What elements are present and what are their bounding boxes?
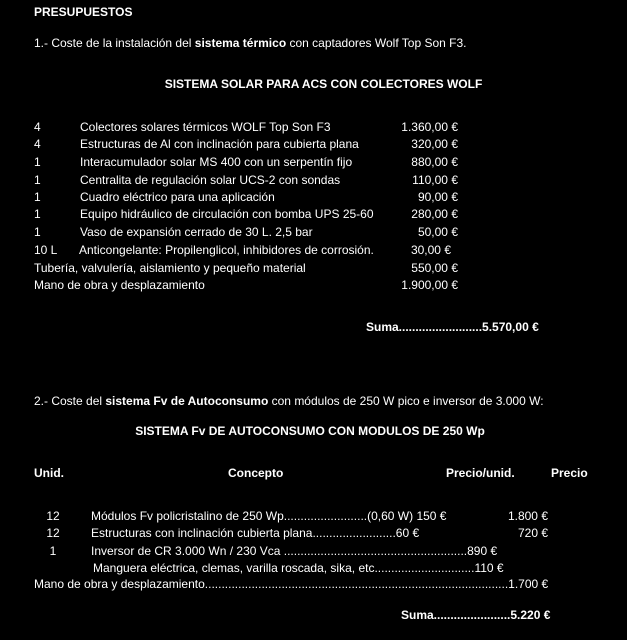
row-qty: 12 [46,526,60,540]
row-desc: Estructuras con inclinación cubierta plana.........................60 € [91,526,420,540]
row-qty: 1 [49,544,57,558]
labor-row: Mano de obra y desplazamiento...........................................................................................1.700 € [34,577,549,591]
item-qty: 10 L [34,243,58,257]
row-desc: Módulos Fv policristalino de 250 Wp.........................(0,60 W) 150 € [91,509,447,523]
item-price: 1.360,00 € [401,120,458,134]
item-price: 110,00 € [412,173,458,187]
item-qty: 1 [34,225,41,239]
row-price: 1.800 € [507,509,548,523]
item-qty: 1 [34,173,41,187]
section1-total: Suma.........................5.570,00 € [366,320,539,334]
section2-total: Suma.......................5.220 € [401,608,551,622]
header-concepto: Concepto [228,466,284,480]
section2-intro-pre: 2.- Coste del [34,394,106,408]
item-price: 30,00 € [410,243,451,257]
item-price: 50,00 € [417,225,458,239]
item-desc: Anticongelante: Propilenglicol, inhibidores de corrosión. [79,243,374,257]
item-desc: Vaso de expansión cerrado de 30 L. 2,5 bar [80,225,313,239]
section1-title: SISTEMA SOLAR PARA ACS CON COLECTORES WOLF [164,77,483,91]
item-desc: Estructuras de Al con inclinación para cubierta plana [80,137,359,151]
item-price: 90,00 € [417,190,458,204]
header-precio-unid: Precio/unid. [446,466,515,480]
section2-intro-post: con módulos de 250 W pico e inversor de 3.000 W: [268,394,544,408]
section2-intro [34,394,544,408]
item-price: 320,00 € [411,137,458,151]
section2-title: SISTEMA Fv DE AUTOCONSUMO CON MODULOS DE 250 Wp [135,424,485,438]
item-qty: 1 [34,155,41,169]
item-desc: Equipo hidráulico de circulación con bomba UPS 25-60 [80,207,374,221]
header-precio: Precio [551,466,588,480]
row-desc: Manguera eléctrica, clemas, varilla roscada, sika, etc..............................110 € [93,561,504,575]
section1-intro-bold: sistema térmico [194,36,287,50]
section1-intro-pre: 1.- Coste de la instalación del [34,36,195,50]
header-unid: Unid. [34,466,64,480]
section1-intro [34,36,466,50]
extra-desc: Tubería, valvulería, aislamiento y pequeño material [34,261,306,275]
item-desc: Centralita de regulación solar UCS-2 con sondas [80,173,341,187]
item-qty: 1 [34,207,41,221]
item-qty: 4 [34,137,41,151]
item-qty: 4 [34,120,41,134]
item-qty: 1 [34,190,41,204]
extra-price: 550,00 € [411,261,458,275]
item-desc: Colectores solares térmicos WOLF Top Son F3 [80,120,331,134]
extra-price: 1.900,00 € [401,278,458,292]
item-price: 880,00 € [411,155,458,169]
row-price: 720 € [517,526,548,540]
section1-intro-post: con captadores Wolf Top Son F3. [286,36,467,50]
row-qty: 12 [46,509,60,523]
extra-desc: Mano de obra y desplazamiento [34,278,205,292]
item-desc: Cuadro eléctrico para una aplicación [80,190,275,204]
row-desc: Inversor de CR 3.000 Wn / 230 Vca .......................................................890 € [91,544,498,558]
item-price: 280,00 € [411,207,458,221]
page-heading: PRESUPUESTOS [34,5,133,19]
item-desc: Interacumulador solar MS 400 con un serpentín fijo [80,155,353,169]
section2-intro-bold: sistema Fv de Autoconsumo [105,394,269,408]
